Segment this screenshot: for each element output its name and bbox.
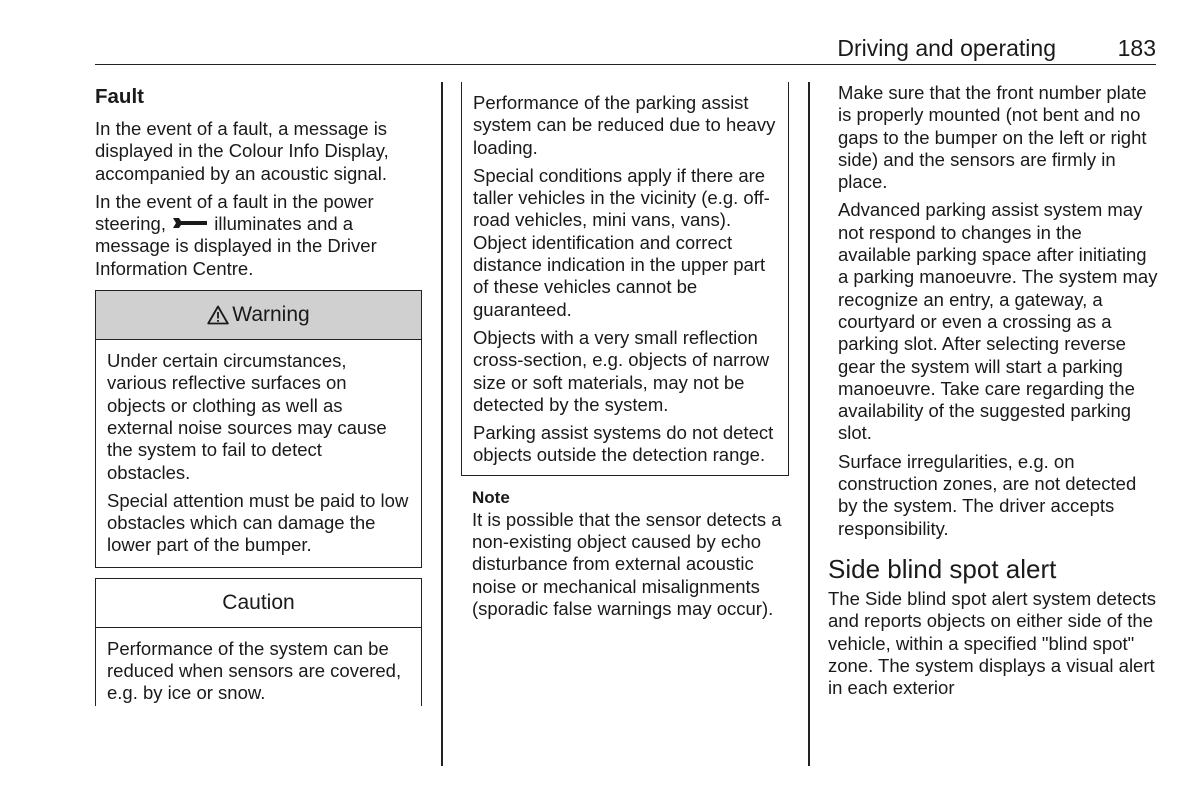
col3-paragraph-1: Make sure that the front number plate is properly mounted (not bent and no gaps to the bumper on the left or right side) and the sensors are firmly in place. — [838, 82, 1147, 193]
column-divider-1 — [441, 82, 443, 766]
warning-box-body — [95, 340, 422, 568]
side-blind-spot-heading: Side blind spot alert — [828, 553, 1057, 584]
note-title: Note — [472, 487, 510, 507]
warning-box — [95, 290, 422, 568]
caution-box-title: Caution — [222, 590, 295, 614]
fault-p2-before: In the event of a fault in the power steering, — [95, 190, 374, 235]
fault-heading: Fault — [95, 85, 144, 108]
caution-box-header — [95, 578, 422, 628]
continued-text-2: Special conditions apply if there are taller vehicles in the vicinity (e.g. off-road vehicles, mini vans, vans). Object identification and correct distance indication in the upper part of these vehicles cannot be guaranteed. — [473, 164, 770, 320]
warning-box-continued — [461, 82, 789, 476]
caution-box — [95, 578, 422, 706]
section-title: Driving and operating — [837, 35, 1056, 61]
continued-text-1: Performance of the parking assist system can be reduced due to heavy loading. — [473, 92, 776, 158]
col3-paragraph-4: The Side blind spot alert system detects and reports objects on either side of the vehicle, within a specified "blind spot" zone. The system displays a visual alert in each exterior — [828, 587, 1157, 699]
warning-box-header — [95, 290, 422, 340]
caution-box-body — [95, 628, 422, 706]
note-text: It is possible that the sensor detects a non-existing object caused by echo disturbance from external acoustic noise or mechanical misalignments (sporadic false warnings may occur). — [472, 508, 782, 619]
warning-box-title: Warning — [232, 302, 310, 326]
page-number: 183 — [1117, 35, 1156, 61]
continued-text-3: Objects with a very small reflection cross-section, e.g. objects of narrow size or soft materials, may not be detected by the system. — [473, 326, 770, 415]
fault-paragraph-2 — [95, 191, 422, 280]
column-2 — [461, 82, 789, 626]
column-divider-2 — [808, 82, 810, 766]
column-1 — [95, 84, 422, 706]
warning-text-1: Under certain circumstances, various reflective surfaces on objects or clothing as well as external noise sources may cause the system to fail to detect obstacles. — [107, 350, 387, 483]
warning-text-2: Special attention must be paid to low obstacles which can damage the lower part of the bumper. — [107, 489, 409, 556]
caution-text-1: Performance of the system can be reduced when sensors are covered, e.g. by ice or snow. — [107, 637, 402, 704]
warning-triangle-icon — [207, 305, 229, 325]
note-block — [461, 487, 789, 620]
fault-p2-after: illuminates and a message is displayed in the Driver Information Centre. — [95, 213, 377, 279]
continued-text-4: Parking assist systems do not detect objects outside the detection range. — [473, 422, 774, 466]
col3-paragraph-2: Advanced parking assist system may not respond to changes in the available parking space after initiating a parking manoeuvre. The system may recognize an entry, a gateway, a courtyard or even a crossing as a parking slot. After selecting reverse gear the system will start a parking manoeuvre. Take care regarding the availability of the suggested parking slot. — [838, 199, 1158, 444]
column-3 — [828, 82, 1158, 705]
wrench-icon — [171, 216, 209, 230]
page-header — [95, 34, 1156, 65]
col3-paragraph-3: Surface irregularities, e.g. on construction zones, are not detected by the system. The driver accepts responsibility. — [838, 450, 1137, 539]
fault-paragraph-1: In the event of a fault, a message is displayed in the Colour Info Display, accompanied by an acoustic signal. — [95, 118, 389, 184]
